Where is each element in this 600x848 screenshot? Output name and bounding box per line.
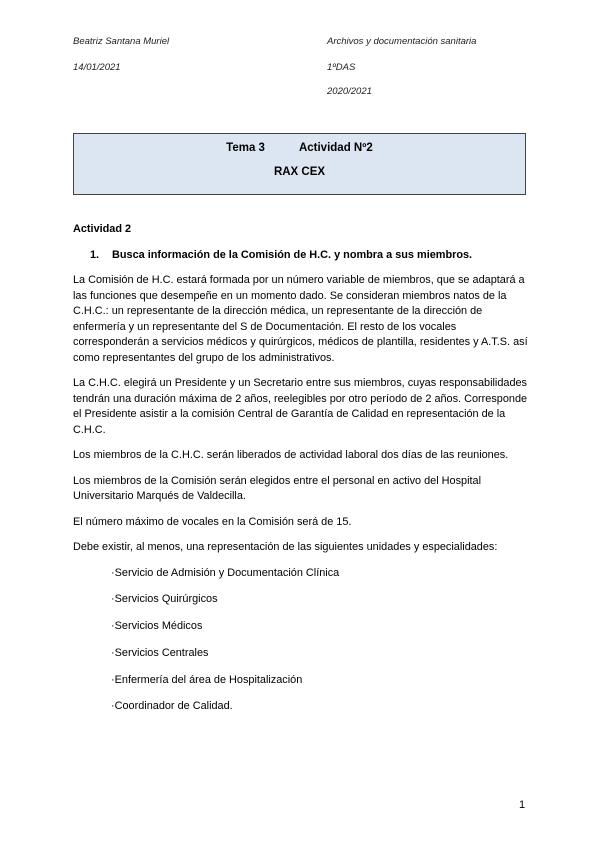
header-date: 14/01/2021 <box>73 62 121 73</box>
title-box <box>73 133 526 195</box>
list-item: ·Servicios Centrales <box>111 646 209 659</box>
header-year: 2020/2021 <box>327 86 372 97</box>
question-number: 1. <box>90 248 100 261</box>
header-subject: Archivos y documentación sanitaria <box>327 36 477 47</box>
paragraph: Los miembros de la C.H.C. serán liberados de actividad laboral dos días de las reuniones. <box>73 449 509 461</box>
paragraph: Los miembros de la Comisión serán elegidos entre el personal en activo del Hospital Universitario Marqués de Valdecilla. <box>73 474 482 502</box>
list-item: ·Servicios Médicos <box>111 620 203 633</box>
question-heading <box>73 248 528 264</box>
title-topic: Tema 3 <box>226 142 265 154</box>
title-name: RAX CEX <box>273 166 326 178</box>
list-item: ·Enfermería del área de Hospitalización <box>111 673 303 686</box>
header-course: 1ºDAS <box>327 62 356 73</box>
document-body <box>73 222 528 726</box>
paragraph: La Comisión de H.C. estará formada por un número variable de miembros, que se adaptará a las funciones que desempeñe en un momento dado. Se consideran miembros natos de la C.H.C.: un representante de la dirección médica, un representante de la dirección de enfermería y un representante del S de Documentación. El resto de los vocales corresponderán a servicios médicos y quirúrgicos, médicos de plantilla, residentes y A.T.S. así como representantes del grupo de los administrativos. <box>73 274 528 364</box>
list-item: ·Servicios Quirúrgicos <box>111 593 218 606</box>
question-text: Busca información de la Comisión de H.C. y nombra a sus miembros. <box>112 248 473 261</box>
section-heading: Actividad 2 <box>73 223 132 235</box>
list-item: ·Servicio de Admisión y Documentación Clínica <box>111 566 340 579</box>
units-list <box>73 566 528 715</box>
title-line <box>74 142 525 154</box>
paragraph: La C.H.C. elegirá un Presidente y un Secretario entre sus miembros, cuyas responsabilidades tendrán una duración máxima de 2 años, reelegibles por otro período de 2 años. Corresponde el Presidente asistir a la comisión Central de Garantía de Calidad en representación de la C.H.C. <box>73 377 528 436</box>
paragraph: El número máximo de vocales en la Comisión será de 15. <box>73 515 352 528</box>
title-activity: Actividad Nº2 <box>298 142 373 154</box>
list-item: ·Coordinador de Calidad. <box>111 700 233 713</box>
paragraph: Debe existir, al menos, una representación de las siguientes unidades y especialidades: <box>73 541 498 553</box>
page-number: 1 <box>519 799 526 811</box>
header-author: Beatriz Santana Muriel <box>73 36 170 47</box>
